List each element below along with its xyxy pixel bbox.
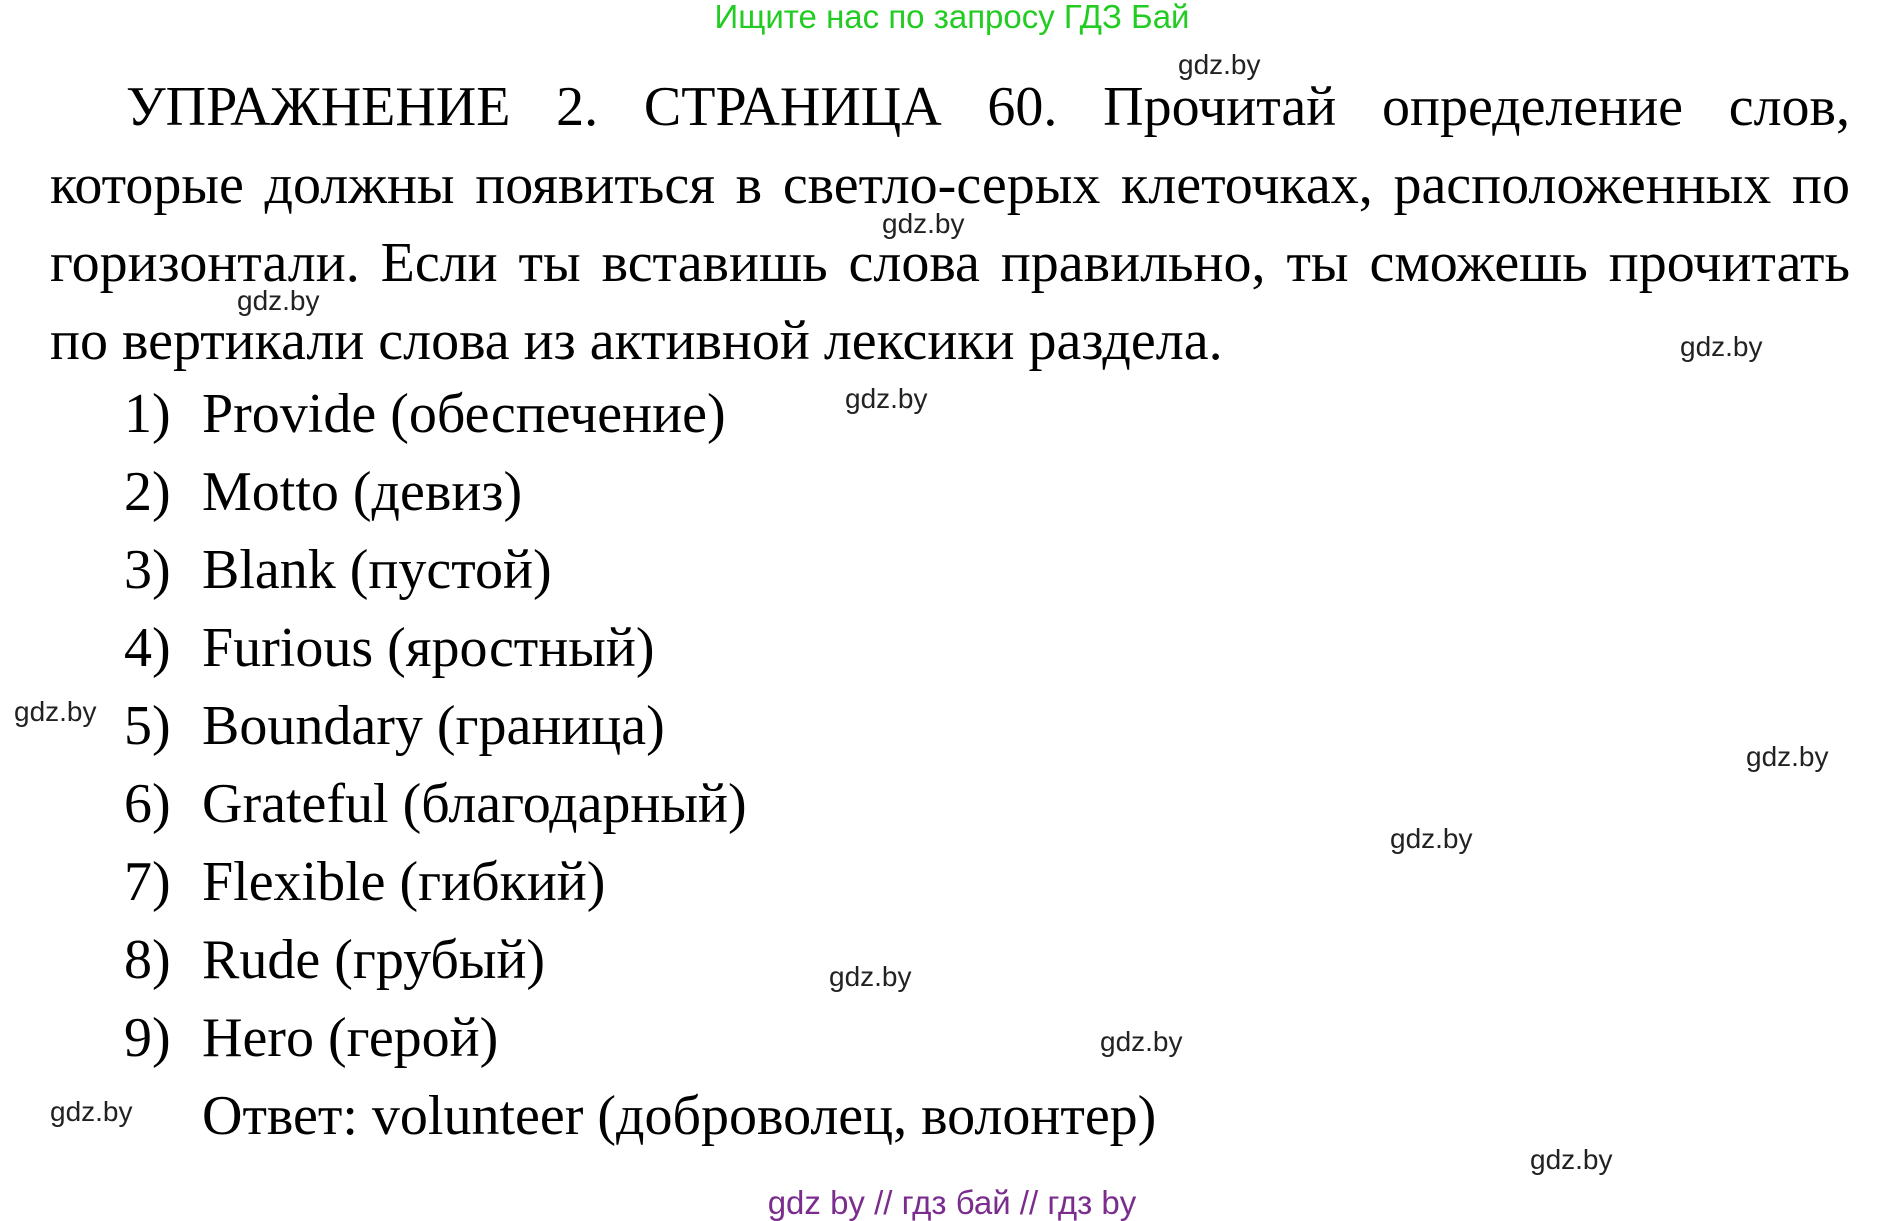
top-banner: Ищите нас по запросу ГДЗ Бай xyxy=(714,0,1190,35)
list-item xyxy=(124,609,747,687)
list-item xyxy=(124,999,747,1077)
list-item-text: Hero (герой) xyxy=(202,1007,499,1069)
watermark: gdz.by xyxy=(1100,1026,1183,1057)
watermark: gdz.by xyxy=(1178,49,1261,80)
watermark: gdz.by xyxy=(50,1096,133,1127)
watermark: gdz.by xyxy=(829,961,912,992)
task-paragraph: УПРАЖНЕНИЕ 2. СТРАНИЦА 60. Прочитай определение слов, которые должны появиться в светло-серых клеточках, расположенных по горизонтали. Если ты вставишь слова правильно, ты сможешь прочитать по вертикали слова из активной лексики раздела. xyxy=(50,76,1850,372)
list-item-text: Grateful (благодарный) xyxy=(202,773,747,835)
watermark: gdz.by xyxy=(1390,823,1473,854)
list-item-text: Flexible (гибкий) xyxy=(202,851,606,913)
list-item-number: 3) xyxy=(124,539,171,601)
list-item-number: 5) xyxy=(124,695,171,757)
list-item-number: 8) xyxy=(124,929,171,991)
list-item-text: Blank (пустой) xyxy=(202,539,552,601)
list-item-number: 2) xyxy=(124,461,171,523)
list-item xyxy=(124,531,747,609)
footer-watermark: gdz by // гдз бай // гдз by xyxy=(767,1184,1137,1221)
list-item xyxy=(124,453,747,531)
answer-line: Ответ: volunteer (доброволец, волонтер) xyxy=(202,1085,1157,1147)
watermark: gdz.by xyxy=(1746,741,1829,772)
watermark: gdz.by xyxy=(237,285,320,316)
list-item xyxy=(124,687,747,765)
watermark: gdz.by xyxy=(14,696,97,727)
list-item-text: Boundary (граница) xyxy=(202,695,665,757)
list-item xyxy=(124,765,747,843)
list-item-text: Motto (девиз) xyxy=(202,461,523,523)
list-item-text: Rude (грубый) xyxy=(202,929,546,991)
list-item-number: 1) xyxy=(124,383,171,445)
list-item-number: 6) xyxy=(124,773,171,835)
watermark: gdz.by xyxy=(1530,1144,1613,1175)
list-item-number: 4) xyxy=(124,617,171,679)
watermark: gdz.by xyxy=(882,208,965,239)
list-item xyxy=(124,921,747,999)
list-item-text: Furious (яростный) xyxy=(202,617,655,679)
list-item xyxy=(124,375,747,453)
list-item-number: 9) xyxy=(124,1007,171,1069)
watermark: gdz.by xyxy=(1680,331,1763,362)
list-item xyxy=(124,843,747,921)
word-list xyxy=(124,375,747,1077)
list-item-number: 7) xyxy=(124,851,171,913)
list-item-text: Provide (обеспечение) xyxy=(202,383,726,445)
watermark: gdz.by xyxy=(845,383,928,414)
